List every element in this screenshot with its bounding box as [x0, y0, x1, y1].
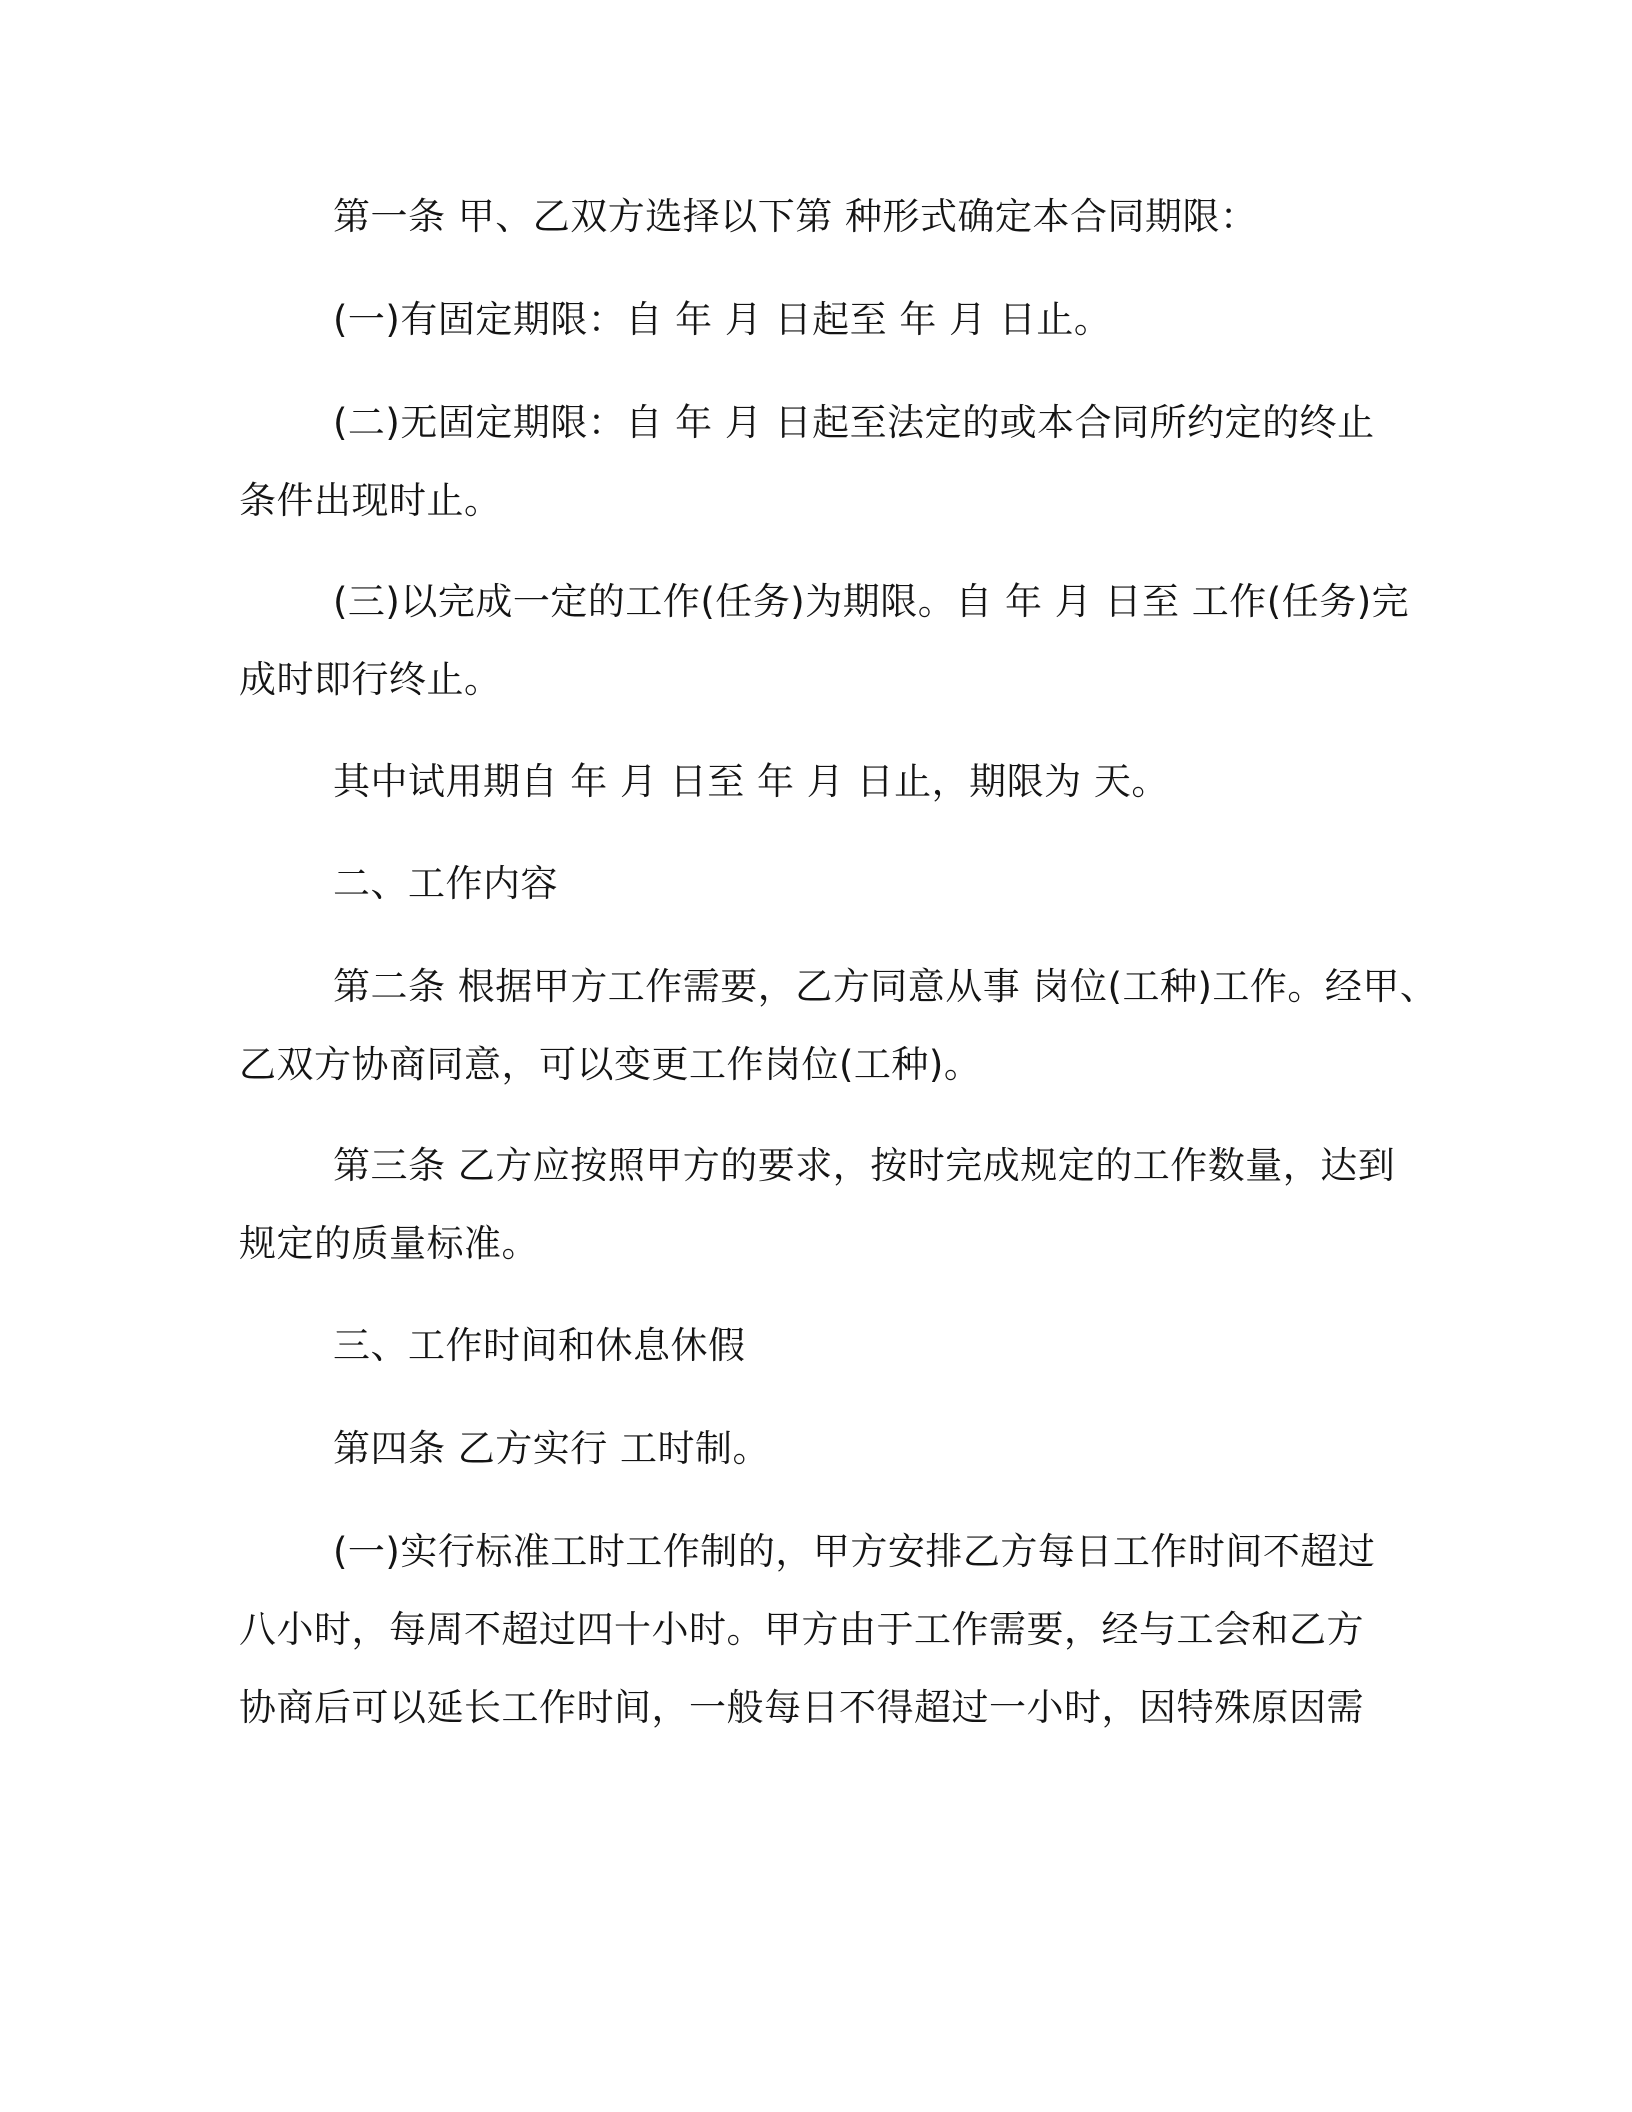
section-heading-work-content: 二、工作内容: [333, 862, 558, 905]
clause-3-line-1: 第三条 乙方应按照甲方的要求，按时完成规定的工作数量，达到: [333, 1144, 1396, 1187]
clause-4-item-1-line-2: 八小时，每周不超过四十小时。甲方由于工作需要，经与工会和乙方: [239, 1608, 1364, 1651]
clause-3-line-2: 规定的质量标准。: [239, 1222, 539, 1265]
clause-4-text: 第四条 乙方实行 工时制。: [333, 1427, 771, 1470]
clause-2-line-1: 第二条 根据甲方工作需要，乙方同意从事 岗位(工种)工作。经甲、: [333, 965, 1438, 1008]
clause-4-item-1-line-3: 协商后可以延长工作时间，一般每日不得超过一小时，因特殊原因需: [239, 1686, 1364, 1729]
clause-1-option-2-line-1: (二)无固定期限：自 年 月 日起至法定的或本合同所约定的终止: [333, 401, 1375, 444]
clause-1-option-3-line-1: (三)以完成一定的工作(任务)为期限。自 年 月 日至 工作(任务)完: [333, 580, 1410, 623]
clause-1-option-3-line-2: 成时即行终止。: [239, 658, 502, 701]
section-heading-working-hours: 三、工作时间和休息休假: [333, 1324, 746, 1367]
clause-1-option-1: (一)有固定期限：自 年 月 日起至 年 月 日止。: [333, 298, 1112, 341]
clause-1-option-2-line-2: 条件出现时止。: [239, 479, 502, 522]
probation-period-text: 其中试用期自 年 月 日至 年 月 日止，期限为 天。: [333, 760, 1169, 803]
clause-2-line-2: 乙双方协商同意，可以变更工作岗位(工种)。: [239, 1043, 982, 1086]
clause-1-text: 第一条 甲、乙双方选择以下第 种形式确定本合同期限：: [333, 195, 1258, 238]
clause-4-item-1-line-1: (一)实行标准工时工作制的，甲方安排乙方每日工作时间不超过: [333, 1530, 1376, 1573]
